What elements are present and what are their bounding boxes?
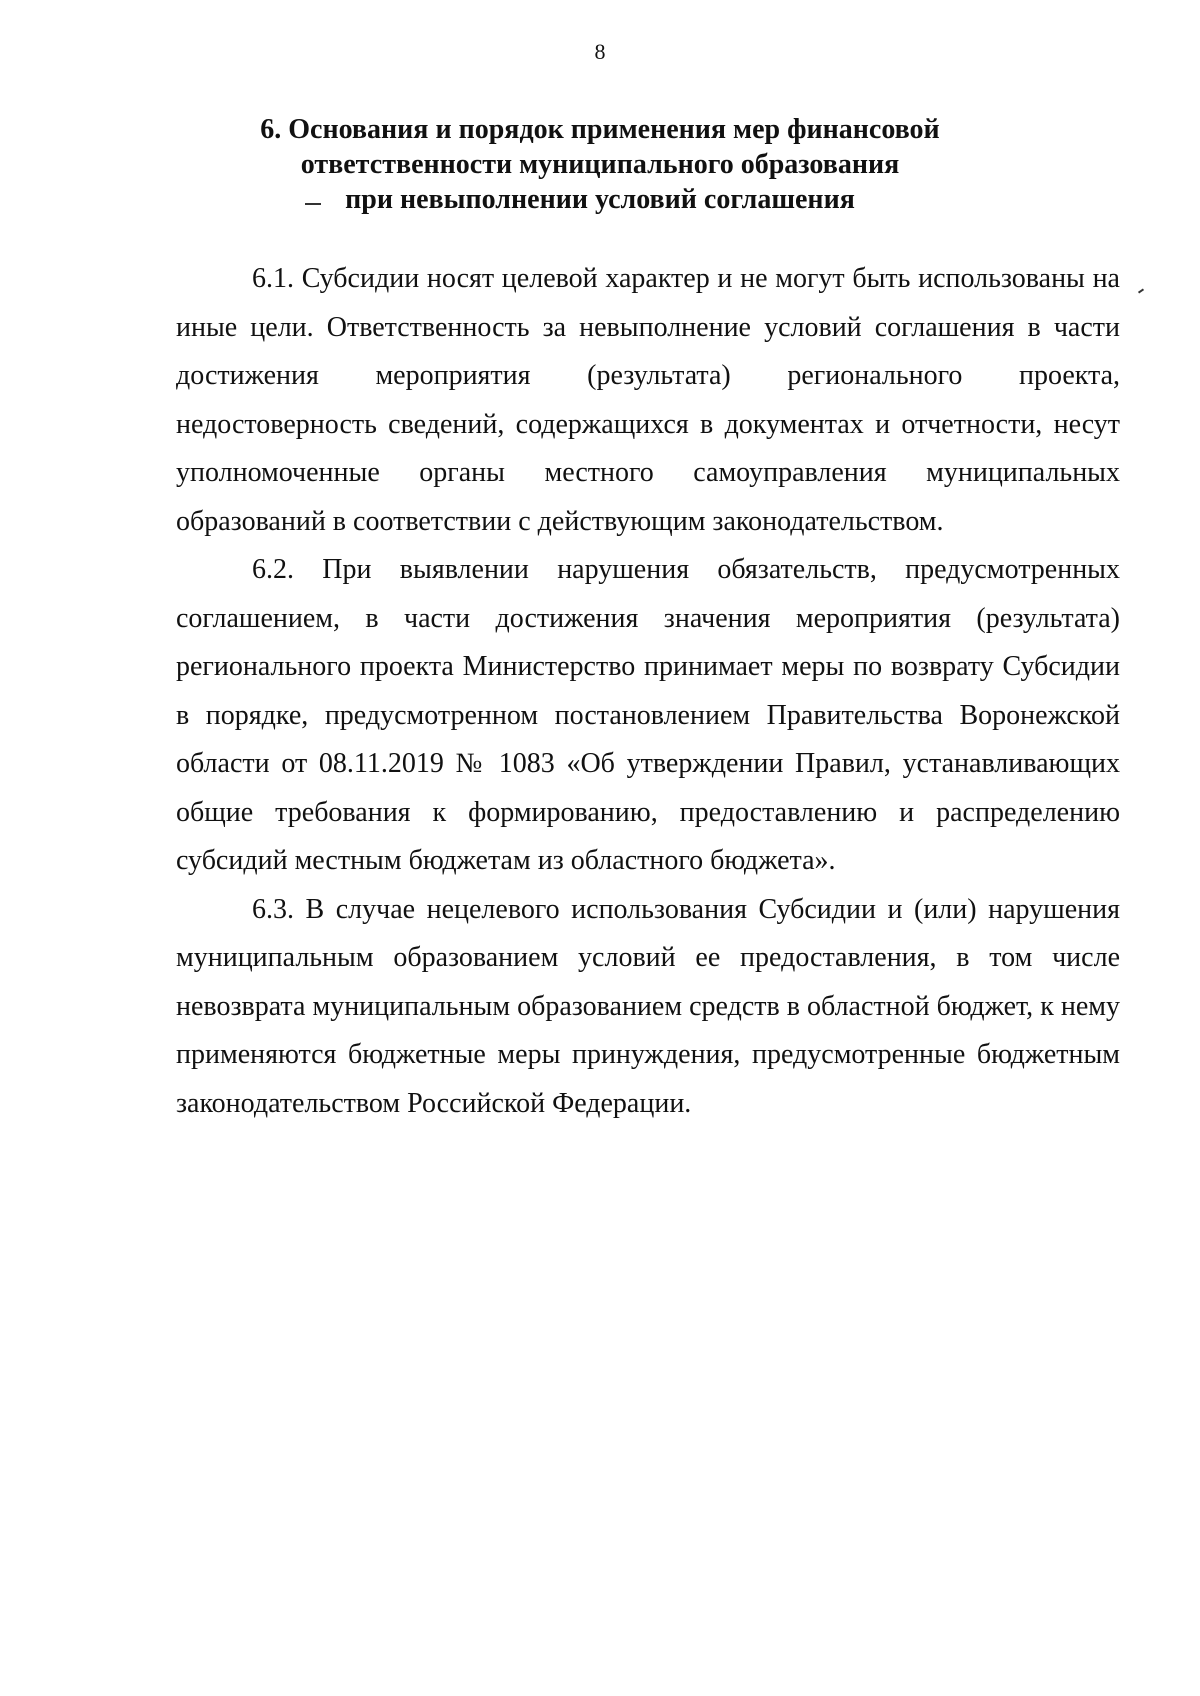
page-number: 8 (594, 39, 606, 64)
section-heading (0, 112, 1200, 217)
paragraph-6-2: 6.2. При выявлении нарушения обязательств, предусмотренных соглашением, в части достижения значения мероприятия (результата) регионального проекта Министерство принимает меры по возврату Субсидии в порядке, предусмотренном постановлением Правительства Воронежской области от 08.11.2019 № 1083 «Об утверждении Правил, устанавливающих общие требования к формированию, предоставлению и распределению субсидий местным бюджетам из областного бюджета». (176, 554, 1120, 876)
section-body (176, 255, 1120, 1128)
paragraph-6-3: 6.3. В случае нецелевого использования Субсидии и (или) нарушения муниципальным образованием условий ее предоставления, в том числе невозврата муниципальным образованием средств в областной бюджет, к нему применяются бюджетные меры принуждения, предусмотренные бюджетным законодательством Российской Федерации. (176, 893, 1120, 1119)
heading-line-3: при невыполнении условий соглашения (345, 184, 855, 215)
scan-artifact-tick (1138, 288, 1144, 293)
heading-line-1: 6. Основания и порядок применения мер финансовой (260, 114, 940, 145)
paragraph-6-1: 6.1. Субсидии носят целевой характер и не могут быть использованы на иные цели. Ответственность за невыполнение условий соглашения в части достижения мероприятия (результата) регионального проекта, недостоверность сведений, содержащихся в документах и отчетности, несут уполномоченные органы местного самоуправления муниципальных образований в соответствии с действующим законодательством. (176, 263, 1120, 537)
scan-artifact-dash (305, 203, 321, 205)
heading-line-2: ответственности муниципального образования (300, 149, 900, 180)
